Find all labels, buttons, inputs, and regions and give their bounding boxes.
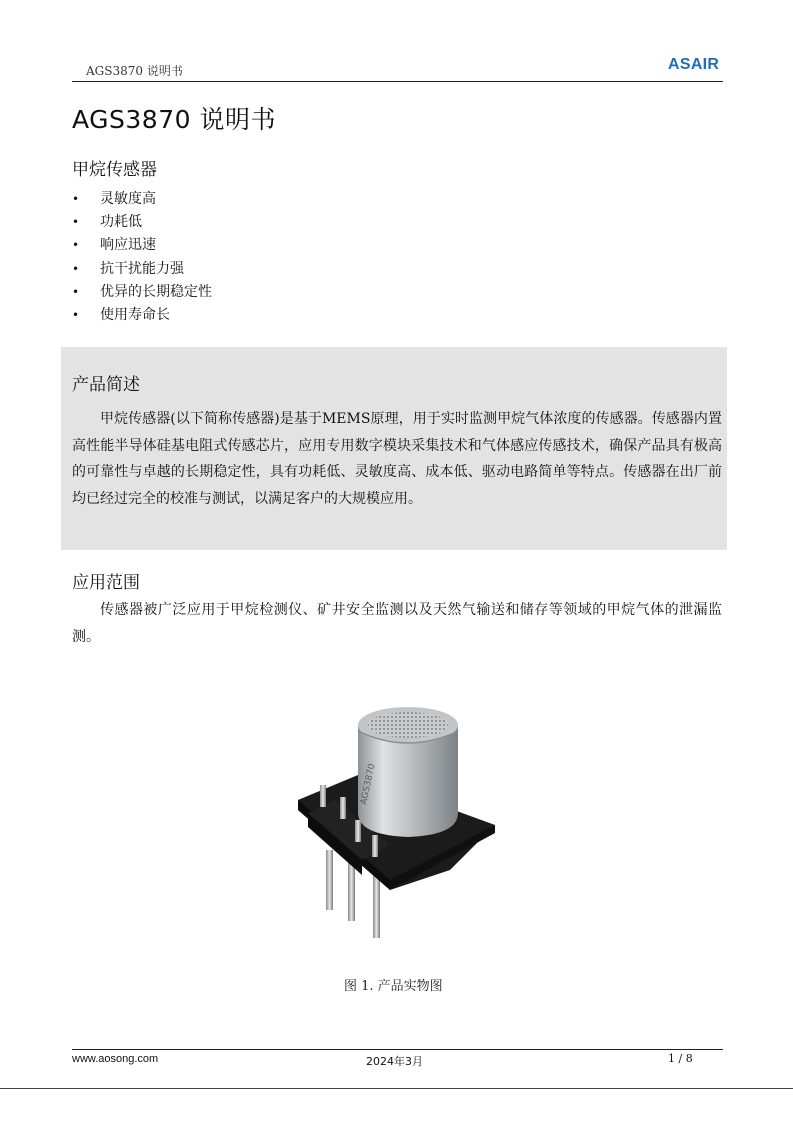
header-doc-name: AGS3870 说明书 bbox=[86, 64, 183, 78]
bullet-icon: • bbox=[72, 238, 80, 253]
feature-item bbox=[72, 211, 212, 234]
footer-divider bbox=[72, 1049, 723, 1050]
page-bottom-rule bbox=[0, 1088, 793, 1089]
header-divider bbox=[72, 81, 723, 82]
brand-logo: ASAIR bbox=[668, 56, 720, 73]
bullet-icon: • bbox=[72, 261, 80, 276]
feature-item-label: 功耗低 bbox=[100, 214, 142, 231]
bullet-icon: • bbox=[72, 284, 80, 299]
footer-page-number: 1 / 8 bbox=[668, 1052, 693, 1065]
applications-heading: 应用范围 bbox=[72, 573, 140, 593]
bullet-icon: • bbox=[72, 307, 80, 322]
overview-heading: 产品简述 bbox=[72, 375, 140, 395]
applications-paragraph: 传感器被广泛应用于甲烷检测仪、矿井安全监测以及天然气输送和储存等领域的甲烷气体的泄漏监测。 bbox=[72, 602, 722, 645]
device-marking: AGS3870 bbox=[359, 762, 378, 806]
features-heading: 甲烷传感器 bbox=[72, 160, 157, 180]
overview-paragraph: 甲烷传感器(以下简称传感器)是基于MEMS原理，用于实时监测甲烷气体浓度的传感器。传感器内置高性能半导体硅基电阻式传感芯片，应用专用数字模块采集技术和气体感应传感技术，确保产品具有极高的可靠性与卓越的长期稳定性，具有功耗低、灵敏度高、成本低、驱动电路简单等特点。传感器在出厂前均已经过完全的校准与测试，以满足客户的大规模应用。 bbox=[72, 411, 722, 507]
footer-date: 2024年3月 bbox=[366, 1055, 423, 1068]
feature-item bbox=[72, 281, 212, 304]
feature-item-label: 抗干扰能力强 bbox=[100, 260, 184, 277]
feature-item-label: 优异的长期稳定性 bbox=[100, 283, 212, 300]
feature-item-label: 灵敏度高 bbox=[100, 191, 156, 207]
feature-item bbox=[72, 258, 212, 281]
document-title: AGS3870 说明书 bbox=[72, 105, 276, 134]
product-photo bbox=[290, 695, 505, 950]
bullet-icon: • bbox=[72, 215, 80, 230]
figure-caption: 图 1. 产品实物图 bbox=[344, 979, 443, 994]
footer-website[interactable]: www.aosong.com bbox=[72, 1053, 159, 1065]
feature-list bbox=[72, 188, 212, 327]
feature-item-label: 使用寿命长 bbox=[100, 306, 170, 323]
feature-item bbox=[72, 188, 212, 211]
bullet-icon: • bbox=[72, 192, 80, 206]
feature-item-label: 响应迅速 bbox=[100, 237, 156, 254]
feature-item bbox=[72, 234, 212, 257]
feature-item bbox=[72, 304, 212, 327]
